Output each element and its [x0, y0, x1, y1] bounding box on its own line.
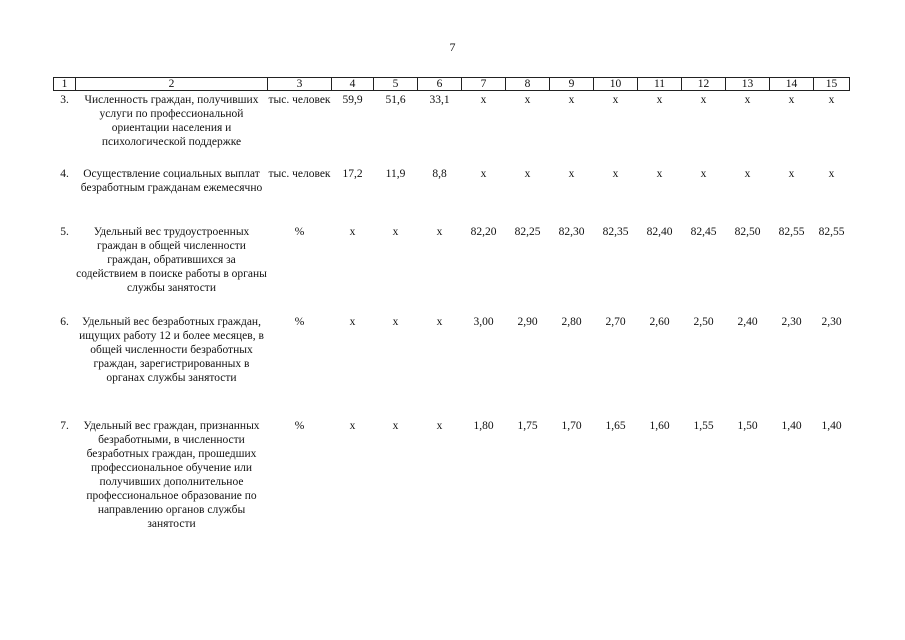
unit-cell: тыс. человек [268, 167, 331, 180]
value-cell: x [436, 225, 443, 238]
row-number: 3. [60, 94, 69, 106]
value-cell: x [392, 419, 399, 432]
value-cell: 82,25 [514, 225, 541, 238]
value-cell: 2,30 [781, 315, 802, 328]
value-cell: x [436, 315, 443, 328]
value-cell: x [788, 94, 795, 106]
value-cell: 1,40 [821, 419, 842, 432]
value-cell: x [744, 167, 751, 180]
value-cell: x [568, 94, 575, 106]
row-number: 7. [60, 419, 69, 432]
unit-cell: % [294, 225, 305, 238]
value-cell: x [612, 167, 619, 180]
value-cell: x [349, 419, 356, 432]
value-cell: 3,00 [473, 315, 494, 328]
header-cell: 11 [638, 78, 682, 91]
value-cell: x [828, 94, 835, 106]
value-cell: x [656, 167, 663, 180]
header-row [54, 78, 850, 91]
value-cell: 1,65 [605, 419, 626, 432]
unit-cell: тыс. человек [268, 94, 331, 106]
header-cell: 14 [770, 78, 814, 91]
value-cell: 2,60 [649, 315, 670, 328]
indicator-name: Удельный вес безработных граждан, ищущих работу 12 и более месяцев, в общей численности безработных граждан, зарегистрированных в органах службы занятости [79, 315, 264, 384]
value-cell: 33,1 [429, 94, 450, 106]
value-cell: x [700, 167, 707, 180]
value-cell: 17,2 [342, 167, 363, 180]
table-row [54, 417, 850, 547]
header-cell: 5 [374, 78, 418, 91]
table-row [54, 165, 850, 223]
indicators-table [53, 77, 850, 547]
value-cell: x [788, 167, 795, 180]
header-cell: 10 [594, 78, 638, 91]
value-cell: 1,55 [693, 419, 714, 432]
unit-cell: % [294, 315, 305, 328]
header-cell: 9 [550, 78, 594, 91]
indicator-name: Осуществление социальных выплат безработным гражданам ежемесячно [80, 167, 263, 194]
value-cell: x [349, 225, 356, 238]
value-cell: 51,6 [385, 94, 406, 106]
value-cell: 1,60 [649, 419, 670, 432]
indicator-name: Удельный вес граждан, признанных безработными, в численности безработных граждан, прошедших профессиональное обучение или получивших дополнительное профессиональное образование по направлению органов службы занятости [83, 419, 260, 530]
value-cell: x [480, 94, 487, 106]
unit-cell: % [294, 419, 305, 432]
value-cell: x [524, 94, 531, 106]
value-cell: 11,9 [385, 167, 406, 180]
value-cell: x [392, 225, 399, 238]
header-cell: 6 [418, 78, 462, 91]
value-cell: x [392, 315, 399, 328]
value-cell: 2,70 [605, 315, 626, 328]
value-cell: 82,20 [470, 225, 497, 238]
header-cell: 7 [462, 78, 506, 91]
table-row [54, 91, 850, 165]
value-cell: 82,30 [558, 225, 585, 238]
row-number: 4. [60, 167, 69, 180]
row-number: 5. [60, 225, 69, 238]
table-row [54, 313, 850, 417]
header-cell: 2 [76, 78, 268, 91]
value-cell: x [700, 94, 707, 106]
value-cell: x [436, 419, 443, 432]
value-cell: 2,90 [517, 315, 538, 328]
table-row [54, 223, 850, 313]
indicator-name: Удельный вес трудоустроенных граждан в общей численности граждан, обратившихся за содействием в поиске работы в органы службы занятости [76, 225, 267, 294]
header-cell: 15 [814, 78, 850, 91]
value-cell: x [568, 167, 575, 180]
value-cell: 59,9 [342, 94, 363, 106]
value-cell: 1,70 [561, 419, 582, 432]
header-cell: 13 [726, 78, 770, 91]
value-cell: 1,75 [517, 419, 538, 432]
value-cell: x [349, 315, 356, 328]
value-cell: 8,8 [432, 167, 447, 180]
value-cell: 82,50 [734, 225, 761, 238]
header-cell: 4 [332, 78, 374, 91]
value-cell: 2,30 [821, 315, 842, 328]
value-cell: 2,50 [693, 315, 714, 328]
value-cell: x [656, 94, 663, 106]
value-cell: 1,40 [781, 419, 802, 432]
value-cell: x [828, 167, 835, 180]
value-cell: 1,50 [737, 419, 758, 432]
header-cell: 8 [506, 78, 550, 91]
value-cell: x [744, 94, 751, 106]
header-cell: 3 [268, 78, 332, 91]
page-number: 7 [449, 40, 456, 54]
value-cell: x [612, 94, 619, 106]
value-cell: 1,80 [473, 419, 494, 432]
value-cell: 82,55 [778, 225, 805, 238]
value-cell: 82,45 [690, 225, 717, 238]
value-cell: 2,80 [561, 315, 582, 328]
value-cell: x [524, 167, 531, 180]
header-cell: 1 [54, 78, 76, 91]
header-cell: 12 [682, 78, 726, 91]
row-number: 6. [60, 315, 69, 328]
value-cell: 2,40 [737, 315, 758, 328]
value-cell: 82,55 [818, 225, 845, 238]
value-cell: 82,40 [646, 225, 673, 238]
indicator-name: Численность граждан, получивших услуги по профессиональной ориентации населения и психологической поддержке [84, 94, 259, 148]
value-cell: x [480, 167, 487, 180]
value-cell: 82,35 [602, 225, 629, 238]
